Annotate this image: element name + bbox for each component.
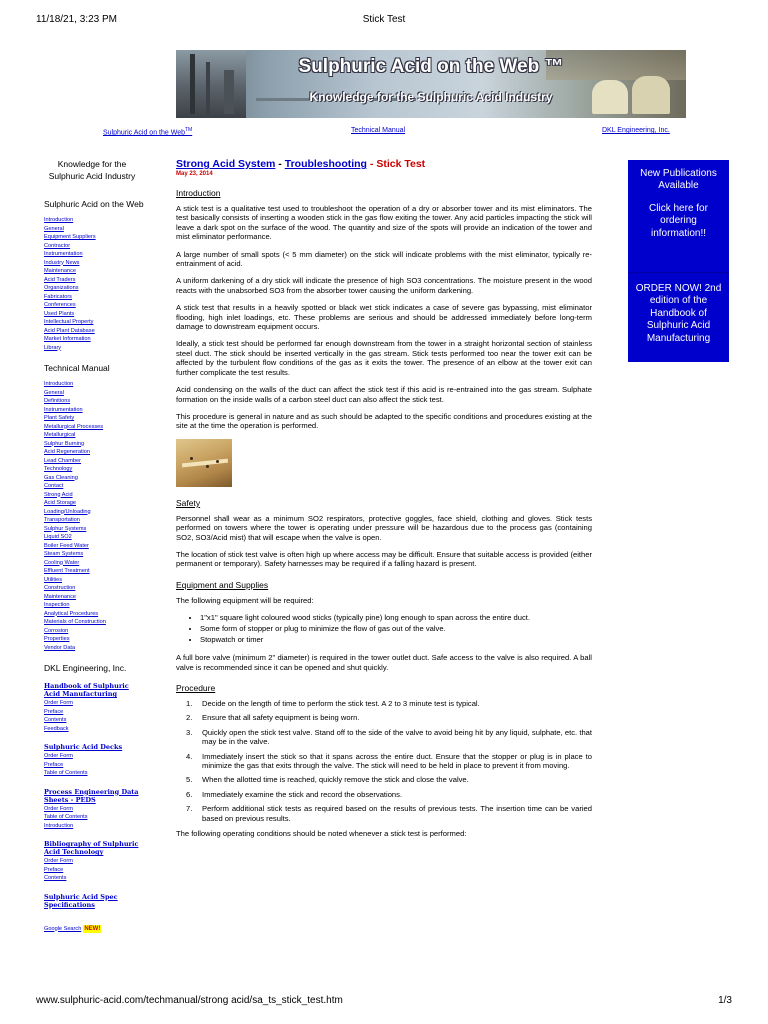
sidebar-link[interactable]: Table of Contents bbox=[44, 770, 88, 776]
sidebar-link[interactable]: Steam Systems bbox=[44, 551, 84, 557]
promo-new-publications[interactable] bbox=[628, 160, 729, 272]
sidebar-link[interactable]: Intellectual Property bbox=[44, 319, 94, 325]
book-link-decks[interactable]: Sulphuric Acid Decks bbox=[44, 743, 123, 751]
book-link-list bbox=[44, 857, 144, 883]
list-item bbox=[44, 448, 144, 457]
list-item bbox=[44, 822, 144, 831]
sidebar-link[interactable]: Metallurgical bbox=[44, 432, 76, 438]
paragraph: A stick test is a qualitative test used to troubleshoot the operation of a dry or absorber tower and its mist eliminators. The test basically consists of inserting a wooden stick in the gas flow exiting the tower. Any acid particles impacting the stick will leave a dark spot on the surface of the wood. The quantity and size of the spots will provide an indication of the tower and mist eliminator performance. bbox=[176, 204, 592, 242]
acid-spot bbox=[190, 457, 193, 460]
list-item bbox=[44, 380, 144, 389]
list-item bbox=[44, 508, 144, 517]
section-heading-procedure: Procedure bbox=[176, 682, 216, 693]
sidebar-link[interactable]: Plant Safety bbox=[44, 415, 75, 421]
paragraph: Acid condensing on the walls of the duct can affect the stick test if this acid is re-entrained into the gas stream. Sulphate formation on the inside walls of a carbon steel duct can also affect the stick test. bbox=[176, 385, 592, 404]
list-item bbox=[44, 310, 144, 319]
promo-text: New Publications Available bbox=[640, 168, 717, 192]
section-heading-equipment: Equipment and Supplies bbox=[176, 579, 269, 590]
list-item bbox=[44, 499, 144, 508]
list-item bbox=[44, 276, 144, 285]
equipment-list bbox=[200, 613, 592, 645]
list-item bbox=[186, 713, 592, 722]
sidebar-link[interactable]: Contents bbox=[44, 875, 67, 881]
banner-title: Sulphuric Acid on the Web ™ bbox=[298, 56, 564, 77]
sidebar-link[interactable]: Acid Storage bbox=[44, 500, 77, 506]
sidebar-link[interactable]: Order Form bbox=[44, 858, 73, 864]
sidebar-tagline: Knowledge for the Sulphuric Acid Industry bbox=[48, 159, 136, 181]
sidebar-link[interactable]: Metallurgical Processes bbox=[44, 423, 104, 430]
list-item bbox=[44, 866, 144, 875]
book-link-list bbox=[44, 752, 144, 778]
list-item bbox=[44, 716, 144, 725]
list-item bbox=[44, 644, 144, 653]
step-number: 1. bbox=[186, 698, 193, 708]
list-item: • Stopwatch or timer bbox=[200, 635, 592, 645]
sidebar-link[interactable]: Vendor Data bbox=[44, 644, 76, 651]
list-item bbox=[44, 389, 144, 398]
list-item bbox=[44, 542, 144, 551]
sidebar-link[interactable]: Conferences bbox=[44, 302, 76, 308]
sidebar-link[interactable]: Materials of Construction bbox=[44, 619, 106, 625]
sidebar-link[interactable]: Order Form bbox=[44, 700, 73, 706]
list-item bbox=[44, 267, 144, 276]
step-text: Quickly open the stick test valve. Stand off to the side of the valve to avoid being hit by any liquid, sulphate, etc. that may be in the valve. bbox=[202, 727, 592, 747]
print-footer bbox=[36, 995, 732, 1009]
list-item bbox=[44, 610, 144, 619]
list-item bbox=[44, 805, 144, 814]
promo-text: ORDER NOW! 2nd edition of the Handbook of Sulphuric Acid Manufacturing bbox=[635, 283, 722, 344]
paragraph: The following equipment will be required: bbox=[176, 595, 314, 605]
list-item bbox=[44, 216, 144, 225]
sidebar-link[interactable]: Analytical Procedures bbox=[44, 610, 99, 617]
list-item bbox=[44, 482, 144, 491]
list-item bbox=[44, 431, 144, 440]
sidebar-link[interactable]: Feedback bbox=[44, 725, 69, 732]
breadcrumb-separator: - bbox=[275, 158, 285, 170]
list-item bbox=[44, 584, 144, 593]
new-badge: NEW! bbox=[84, 925, 101, 932]
list-item bbox=[44, 925, 144, 934]
list-item bbox=[44, 423, 144, 432]
acid-spot bbox=[216, 460, 219, 463]
list-item bbox=[44, 708, 144, 717]
sidebar-link[interactable]: Preface bbox=[44, 761, 64, 768]
sidebar-link[interactable]: Corrosion bbox=[44, 627, 69, 634]
section-heading-safety: Safety bbox=[176, 497, 201, 508]
breadcrumb bbox=[176, 158, 592, 170]
paragraph: The location of stick test valve is often high up where access may be difficult. Ensure that suitable access is provided (either permanent or temporary). Safety harnesses may be required if a falling hazard is present. bbox=[176, 549, 592, 569]
print-page-number: 1/3 bbox=[718, 995, 732, 1006]
list-item bbox=[44, 259, 144, 268]
list-item bbox=[44, 567, 144, 576]
list-item bbox=[44, 857, 144, 866]
book-link-list bbox=[44, 805, 144, 831]
list-item bbox=[44, 491, 144, 500]
paragraph: A uniform darkening of a dry stick will indicate the presence of high SO3 concentrations. The moisture present in the wood reacts with the unabsorbed SO3 from the absorber tower causing the uniform darkening. bbox=[176, 276, 592, 295]
sidebar-link[interactable]: Fabricators bbox=[44, 293, 72, 300]
book-link-list bbox=[44, 699, 144, 733]
step-text: Immediately insert the stick so that it spans across the entire duct. Ensure that the stopper or plug is in place to minimize the gas that exits through the valve. The stick will need to be held in place to prevent it from moving. bbox=[202, 751, 592, 770]
sidebar-link[interactable]: Transportation bbox=[44, 517, 80, 523]
sidebar-link[interactable]: Inspection bbox=[44, 602, 70, 608]
list-item bbox=[44, 761, 144, 770]
sidebar-link[interactable]: Contractor bbox=[44, 242, 71, 249]
sidebar-link[interactable]: Gas Cleaning bbox=[44, 474, 78, 481]
sidebar-link[interactable]: Sulphur Burning bbox=[44, 440, 85, 447]
list-item bbox=[44, 474, 144, 483]
sidebar-link[interactable]: Acid Regeneration bbox=[44, 449, 91, 455]
list-item bbox=[44, 344, 144, 353]
print-url: www.sulphuric-acid.com/techmanual/strong acid/sa_ts_stick_test.htm bbox=[36, 995, 343, 1006]
stick-image-part bbox=[182, 458, 228, 467]
sidebar-link[interactable]: Industry News bbox=[44, 259, 80, 266]
sidebar-link[interactable]: Maintenance bbox=[44, 268, 77, 274]
sidebar-link[interactable]: General bbox=[44, 225, 64, 232]
list-item bbox=[44, 225, 144, 234]
sidebar-link[interactable]: Acid Traders bbox=[44, 276, 76, 283]
promo-order-handbook[interactable] bbox=[628, 272, 729, 362]
sidebar-link[interactable]: Lead Chamber bbox=[44, 457, 82, 464]
sidebar-link[interactable]: Order Form bbox=[44, 805, 73, 812]
list-item bbox=[44, 699, 144, 708]
section-heading-introduction: Introduction bbox=[176, 188, 221, 198]
procedure-steps bbox=[186, 699, 592, 823]
list-item bbox=[44, 874, 144, 883]
step-number: 2. bbox=[186, 713, 193, 723]
list-item bbox=[44, 550, 144, 559]
sidebar-link[interactable]: Preface bbox=[44, 866, 64, 873]
sidebar-link[interactable]: Strong Acid bbox=[44, 491, 73, 498]
acid-spot bbox=[206, 465, 209, 468]
breadcrumb-strong-acid[interactable]: Strong Acid System bbox=[176, 158, 276, 170]
web-link-list bbox=[44, 216, 144, 352]
paragraph: A full bore valve (minimum 2" diameter) is required in the tower outlet duct. Safe access to the valve is also required. A ball valve is recommended since it can be opened and shut quickly. bbox=[176, 653, 592, 672]
paragraph: This procedure is general in nature and as such should be adapted to the specific conditions and procedures existing at the site at the time the operation is performed. bbox=[176, 411, 592, 431]
print-header bbox=[36, 14, 732, 28]
list-item bbox=[186, 752, 592, 771]
list-item bbox=[44, 725, 144, 734]
sidebar-link[interactable]: Utilities bbox=[44, 576, 63, 583]
promo-text: Click here for ordering information!! bbox=[649, 202, 708, 239]
sidebar-link[interactable]: Order Form bbox=[44, 753, 73, 759]
step-text: Immediately examine the stick and record the observations. bbox=[202, 789, 403, 799]
paragraph: The following operating conditions should be noted whenever a stick test is performed: bbox=[176, 829, 467, 839]
list-item bbox=[44, 618, 144, 627]
list-item bbox=[44, 284, 144, 293]
sidebar-link[interactable]: Sulphur Systems bbox=[44, 525, 87, 532]
list-item bbox=[44, 327, 144, 336]
list-item bbox=[44, 440, 144, 449]
list-item bbox=[44, 601, 144, 610]
step-text: When the allotted time is reached, quickly remove the stick and close the valve. bbox=[202, 775, 469, 785]
sidebar-link[interactable]: Instrumentation bbox=[44, 251, 83, 257]
list-item bbox=[44, 397, 144, 406]
step-number: 7. bbox=[186, 804, 193, 814]
sidebar-link[interactable]: General bbox=[44, 389, 64, 396]
list-item bbox=[44, 301, 144, 310]
list-item bbox=[186, 804, 592, 823]
book-link-bibliography[interactable]: Bibliography of Sulphuric Acid Technology bbox=[44, 840, 139, 856]
step-number: 6. bbox=[186, 789, 193, 799]
sidebar bbox=[40, 158, 144, 933]
sidebar-link[interactable]: Construction bbox=[44, 585, 76, 591]
sidebar-link[interactable]: Cooling Water bbox=[44, 559, 80, 566]
list-item bbox=[44, 414, 144, 423]
list-item bbox=[44, 576, 144, 585]
sidebar-heading-web: Sulphuric Acid on the Web bbox=[44, 199, 144, 209]
sidebar-link[interactable]: Instrumentation bbox=[44, 406, 83, 413]
list-item bbox=[44, 516, 144, 525]
print-title: Stick Test bbox=[362, 14, 406, 25]
step-text: Perform additional stick tests as required based on the results of previous tests. The insertion time can be varied based on previous results. bbox=[202, 804, 592, 823]
list-item bbox=[44, 769, 144, 778]
sidebar-link[interactable]: Introduction bbox=[44, 822, 74, 829]
sidebar-link[interactable]: Contents bbox=[44, 717, 67, 723]
paragraph: Personnel shall wear as a minimum SO2 respirators, protective goggles, face shield, clothing and gloves. Stick tests performed on towers where the tower is operating under pressure will be hazardous due to the process gas (containing SO2, SO3/Acid mist) that will escape when the valve is open. bbox=[176, 513, 592, 542]
list-item bbox=[186, 775, 592, 784]
book-link-handbook[interactable]: Handbook of Sulphuric Acid Manufacturing bbox=[44, 682, 129, 698]
paragraph: Ideally, a stick test should be performed far enough downstream from the tower in a straight horizontal section of stainless steel duct. The stick should be inserted vertically in the gas stream. Stick tests performed too near the tower exit can be affected by the turbulent flow conditions of the gas as it exits the tower. The presence of an elbow at the tower exit can further complicate the test results. bbox=[176, 339, 592, 377]
sidebar-link[interactable]: Preface bbox=[44, 708, 64, 715]
sidebar-link[interactable]: Maintenance bbox=[44, 593, 77, 600]
list-item bbox=[44, 752, 144, 761]
list-item bbox=[44, 233, 144, 242]
sidebar-link[interactable]: Technology bbox=[44, 466, 73, 472]
sidebar-link[interactable]: Market Information bbox=[44, 336, 91, 342]
book-link-specifications[interactable]: Sulphuric Acid Spec Specifications bbox=[44, 892, 118, 909]
sidebar-link[interactable]: Loading/Unloading bbox=[44, 508, 91, 515]
nav-link-technical-manual[interactable]: Technical Manual bbox=[351, 127, 406, 134]
list-item bbox=[44, 593, 144, 602]
list-item bbox=[186, 728, 592, 747]
google-link-list bbox=[44, 925, 144, 934]
article-date: May 23, 2014 bbox=[176, 171, 213, 177]
sidebar-link[interactable]: Liquid SO2 bbox=[44, 534, 72, 540]
list-item bbox=[44, 242, 144, 251]
breadcrumb-troubleshooting[interactable]: Troubleshooting bbox=[284, 158, 367, 170]
paragraph: A large number of small spots (< 5 mm diameter) on the stick will indicate problems with the mist eliminator, typically re-entrainment of acid. bbox=[176, 249, 592, 269]
sidebar-link[interactable]: Properties bbox=[44, 636, 70, 642]
sidebar-heading-dkl: DKL Engineering, Inc. bbox=[44, 663, 127, 673]
sidebar-link[interactable]: Definitions bbox=[44, 398, 71, 404]
step-text: Ensure that all safety equipment is being worn. bbox=[202, 713, 360, 723]
list-item bbox=[44, 406, 144, 415]
sidebar-link[interactable]: Contact bbox=[44, 483, 64, 489]
main-content bbox=[176, 158, 592, 846]
list-item bbox=[186, 790, 592, 799]
list-item bbox=[44, 813, 144, 822]
step-number: 4. bbox=[186, 751, 193, 761]
banner-subtitle: Knowledge for the Sulphuric Acid Industry bbox=[309, 90, 553, 104]
nav-link-sulphuric-acid-web[interactable] bbox=[103, 127, 192, 136]
list-item bbox=[44, 318, 144, 327]
nav-link-dkl-engineering[interactable]: DKL Engineering, Inc. bbox=[602, 127, 670, 134]
paragraph: A stick test that results in a heavily spotted or black wet stick indicates a case of severe gas bypassing, mist eliminator flooding, high inlet loadings, etc. These problems are serious and should be addressed immediately before long-term damage to downstream equipment occurs. bbox=[176, 303, 592, 332]
sidebar-link[interactable]: Effluent Treatment bbox=[44, 568, 90, 574]
sidebar-link[interactable]: Equipment Suppliers bbox=[44, 234, 96, 240]
step-number: 5. bbox=[186, 775, 193, 785]
list-item: • Some form of stopper or plug to minimize the flow of gas out of the valve. bbox=[200, 624, 592, 634]
page-title: Stick Test bbox=[376, 158, 426, 170]
sidebar-link[interactable]: Used Plants bbox=[44, 310, 75, 317]
sidebar-link[interactable]: Acid Plant Database bbox=[44, 327, 95, 334]
list-item bbox=[44, 525, 144, 534]
stick-test-photo bbox=[176, 439, 232, 487]
sidebar-link[interactable]: Introduction bbox=[44, 217, 74, 223]
book-link-peds[interactable]: Process Engineering Data Sheets - PEDS bbox=[44, 787, 139, 804]
sidebar-link[interactable]: Table of Contents bbox=[44, 814, 88, 820]
trademark-mark: TM bbox=[184, 127, 193, 133]
print-date: 11/18/21, 3:23 PM bbox=[36, 14, 117, 25]
list-item bbox=[44, 250, 144, 259]
list-item bbox=[44, 635, 144, 644]
sidebar-link[interactable]: Boiler Feed Water bbox=[44, 542, 89, 549]
google-search-link[interactable]: Google Search bbox=[44, 925, 82, 932]
step-text: Decide on the length of time to perform the stick test. A 2 to 3 minute test is typical. bbox=[202, 698, 480, 708]
sidebar-link[interactable]: Introduction bbox=[44, 381, 74, 387]
list-item bbox=[44, 335, 144, 344]
site-banner[interactable] bbox=[176, 50, 686, 118]
list-item: • 1"x1" square light coloured wood sticks (typically pine) long enough to span across the entire duct. bbox=[200, 613, 592, 623]
manual-link-list bbox=[44, 380, 144, 652]
nav-link-label: Sulphuric Acid on the Web bbox=[103, 129, 185, 137]
step-number: 3. bbox=[186, 727, 193, 737]
sidebar-link[interactable]: Organizations bbox=[44, 285, 79, 291]
list-item bbox=[44, 627, 144, 636]
list-item bbox=[44, 457, 144, 466]
sidebar-heading-manual: Technical Manual bbox=[44, 363, 110, 373]
list-item bbox=[44, 559, 144, 568]
list-item bbox=[44, 293, 144, 302]
sidebar-link[interactable]: Library bbox=[44, 344, 62, 351]
list-item bbox=[44, 533, 144, 542]
breadcrumb-separator: - bbox=[366, 158, 377, 170]
list-item bbox=[186, 699, 592, 708]
list-item bbox=[44, 465, 144, 474]
